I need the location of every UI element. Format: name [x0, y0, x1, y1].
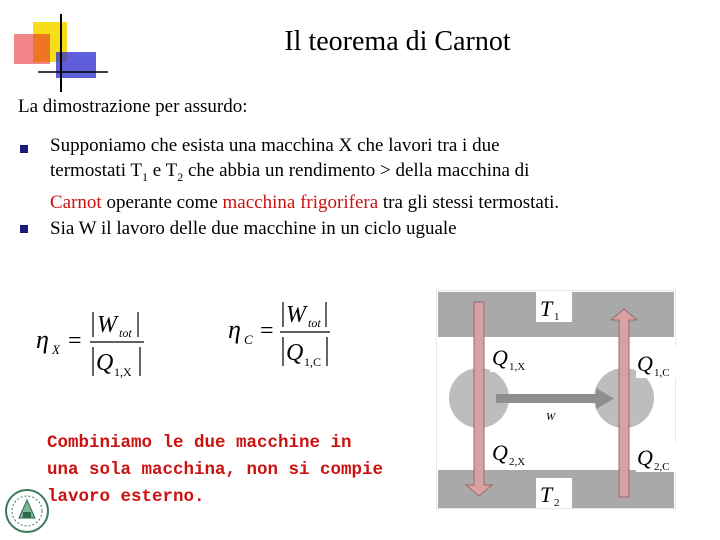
svg-text:W: W	[286, 302, 306, 328]
q1c-label: Q	[637, 351, 653, 376]
t1-label: T	[540, 296, 553, 321]
intro-text: La dimostrazione per assurdo:	[18, 96, 248, 117]
bullet-1-text	[50, 133, 652, 215]
svg-text:η: η	[228, 315, 241, 344]
svg-text:1,X: 1,X	[509, 361, 526, 373]
q2c-label: Q	[637, 445, 653, 470]
svg-text:tot: tot	[119, 326, 132, 340]
university-seal-icon	[4, 488, 50, 534]
t2-label: T	[540, 482, 553, 507]
q1x-label: Q	[492, 345, 508, 370]
formula-eta-x	[36, 312, 144, 379]
note-line-3: lavoro esterno.	[47, 487, 205, 507]
svg-text:η: η	[36, 325, 49, 354]
bullet-1-line-2: termostati $T_1$ e $T_2$ che abbia un rendimento > della macchina di	[50, 160, 530, 184]
svg-text:C: C	[244, 332, 253, 347]
svg-text:Q: Q	[96, 350, 114, 376]
bullet-marker	[20, 145, 28, 153]
note-line-1: Combiniamo le due macchine in	[47, 433, 352, 453]
combination-note	[47, 430, 392, 511]
svg-text:=: =	[68, 328, 82, 354]
svg-text:=: =	[260, 318, 274, 344]
bullet-1-line-3: Carnot operante come macchina frigorifera tra gli stessi termostati.	[50, 191, 560, 213]
slide-title: Il teorema di Carnot	[284, 26, 511, 57]
note-line-2: una sola macchina, non si compie	[47, 460, 384, 480]
svg-text:1: 1	[554, 311, 560, 323]
work-label: W	[546, 411, 556, 423]
efficiency-formulas	[30, 290, 360, 390]
bullet-2-text: Sia W il lavoro delle due macchine in un ciclo uguale	[50, 218, 457, 239]
combined-engines-diagram	[436, 290, 676, 510]
q2x-label: Q	[492, 440, 508, 465]
svg-text:tot: tot	[308, 316, 321, 330]
svg-text:2,X: 2,X	[509, 456, 526, 468]
svg-text:W: W	[97, 312, 117, 338]
svg-text:Q: Q	[286, 340, 304, 366]
svg-text:2: 2	[554, 497, 560, 509]
bullet-1-line-1: Supponiamo che esista una macchina X che lavori tra i due	[50, 135, 500, 156]
formula-eta-c	[228, 302, 330, 369]
carnot-highlight: Carnot	[50, 191, 102, 213]
svg-text:1,C: 1,C	[304, 355, 322, 369]
svg-text:2,C: 2,C	[654, 461, 670, 473]
svg-text:X: X	[52, 342, 60, 357]
svg-text:1,C: 1,C	[654, 367, 670, 379]
bullet-marker	[20, 225, 28, 233]
svg-text:1,X: 1,X	[114, 365, 132, 379]
frigorifera-highlight: macchina frigorifera	[222, 191, 379, 213]
